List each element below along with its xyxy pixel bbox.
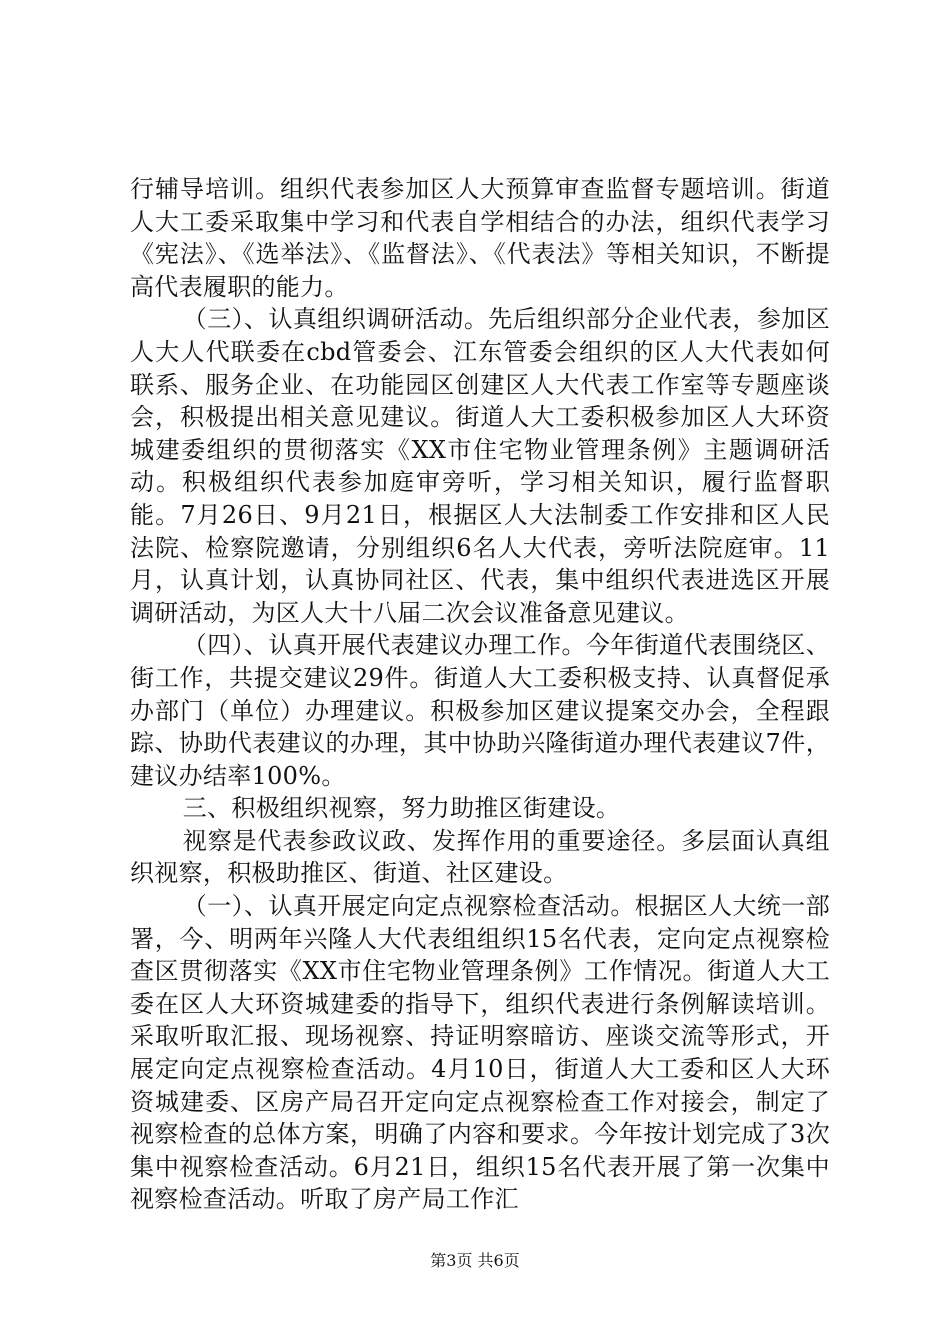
- paragraph-inspection-intro: 视察是代表参政议政、发挥作用的重要途径。多层面认真组织视察，积极助推区、街道、社区建设。: [130, 826, 830, 888]
- paragraph-research-activities: （三）、认真组织调研活动。先后组织部分企业代表，参加区人大人代联委在cbd管委会、江东管委会组织的区人大代表如何联系、服务企业、在功能园区创建区人大代表工作室等专题座谈会，积极提出相关意见建议。街道人大工委积极参加区人大环资城建委组织的贯彻落实《XX市住宅物业管理条例》主题调研活动。积极组织代表参加庭审旁听，学习相关知识，履行监督职能。7月26日、9月21日，根据区人大法制委工作安排和区人民法院、检察院邀请，分别组织6名人大代表，旁听法院庭审。11月，认真计划，认真协同社区、代表，集中组织代表进选区开展调研活动，为区人大十八届二次会议准备意见建议。: [130, 305, 830, 627]
- section-heading-inspection: 三、积极组织视察，努力助推区街建设。: [182, 794, 621, 823]
- page-footer: 第3页 共6页: [430, 1251, 520, 1270]
- paragraph-suggestion-handling: （四）、认真开展代表建议办理工作。今年街道代表围绕区、街工作，共提交建议29件。街道人大工委积极支持、认真督促承办部门（单位）办理建议。积极参加区建议提案交办会，全程跟踪、协助代表建议的办理，其中协助兴隆街道办理代表建议7件，建议办结率100%。: [130, 631, 830, 790]
- paragraph-training-continued: 行辅导培训。组织代表参加区人大预算审查监督专题培训。街道人大工委采取集中学习和代表自学相结合的办法，组织代表学习《宪法》、《选举法》、《监督法》、《代表法》等相关知识，不断提高代表履职的能力。: [130, 175, 830, 301]
- paragraph-targeted-inspection: （一）、认真开展定向定点视察检查活动。根据区人大统一部署，今、明两年兴隆人大代表组组织15名代表，定向定点视察检查区贯彻落实《XX市住宅物业管理条例》工作情况。街道人大工委在区人大环资城建委的指导下，组织代表进行条例解读培训。采取听取汇报、现场视察、持证明察暗访、座谈交流等形式，开展定向定点视察检查活动。4月10日，街道人大工委和区人大环资城建委、区房产局召开定向定点视察检查工作对接会，制定了视察检查的总体方案，明确了内容和要求。今年按计划完成了3次集中视察检查活动。6月21日，组织15名代表开展了第一次集中视察检查活动。听取了房产局工作汇: [130, 892, 830, 1214]
- document-body: [130, 173, 830, 1216]
